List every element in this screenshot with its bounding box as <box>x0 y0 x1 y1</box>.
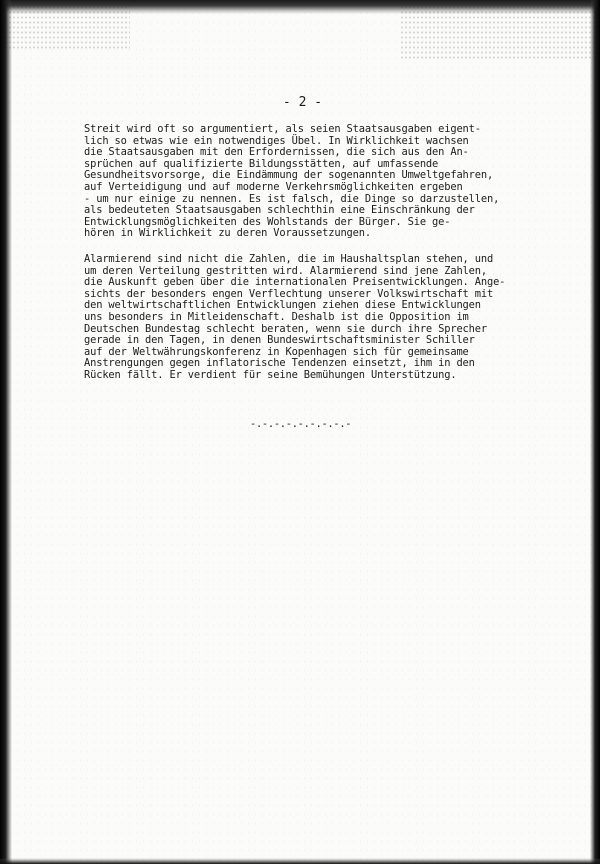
paragraph-line: lich so etwas wie ein notwendiges Übel. In Wirklichkeit wachsen <box>84 134 469 147</box>
paragraph-line: Streit wird oft so argumentiert, als seien Staatsausgaben eigent- <box>84 123 481 135</box>
paragraph-line: auf der Weltwährungskonferenz in Kopenhagen sich für gemeinsame <box>84 345 469 358</box>
paragraph-line: Anstrengungen gegen inflatorische Tendenzen einsetzt, ihm in den <box>84 357 475 370</box>
paragraph-line: als bedeuteten Staatsausgaben schlechthin eine Einschränkung der <box>84 204 475 217</box>
paragraph-line: um deren Verteilung gestritten wird. Alarmierend sind jene Zahlen, <box>84 264 487 277</box>
paragraph-line: auf Verteidigung und auf moderne Verkehrsmöglichkeiten ergeben <box>84 180 463 193</box>
paragraph-line: - um nur einige zu nennen. Es ist falsch, die Dinge so darzustellen, <box>84 192 500 205</box>
paragraph-line: uns besonders in Mitleidenschaft. Deshalb ist die Opposition im <box>84 310 469 323</box>
page-number: - 2 - <box>282 95 323 110</box>
paragraph-line: den weltwirtschaftlichen Entwicklungen ziehen diese Entwicklungen <box>84 299 481 312</box>
paragraph-line: Deutschen Bundestag schlecht beraten, wenn sie durch ihre Sprecher <box>84 322 487 335</box>
paragraph-line: die Staatsausgaben mit den Erfordernissen, die sich aus den An- <box>84 146 469 159</box>
paragraph-line: die Auskunft geben über die internationalen Preisentwicklungen. Ange- <box>84 276 506 289</box>
paragraph-line: sprüchen auf qualifizierte Bildungsstätten, auf umfassende <box>84 157 439 170</box>
paragraph-line: Gesundheitsvorsorge, die Eindämmung der sogenannten Umweltgefahren, <box>84 169 494 182</box>
scan-edge-right <box>590 0 600 864</box>
paragraph-line: Rücken fällt. Er verdient für seine Bemühungen Unterstützung. <box>84 368 457 381</box>
scan-edge-top <box>0 0 600 14</box>
paragraph-2 <box>84 254 584 382</box>
paragraph-line: hören in Wirklichkeit zu deren Voraussetzungen. <box>84 227 371 240</box>
end-separator: -.-.-.-.-.-.-.-.- <box>250 418 352 430</box>
paragraph-1 <box>84 124 584 240</box>
scan-edge-bottom <box>0 858 600 864</box>
paragraph-line: sichts der besonders engen Verflechtung unserer Volkswirtschaft mit <box>84 287 494 300</box>
paragraph-line: Entwicklungsmöglichkeiten des Wohlstands der Bürger. Sie ge- <box>84 215 451 228</box>
paragraph-line: Alarmierend sind nicht die Zahlen, die im Haushaltsplan stehen, und <box>84 253 494 265</box>
scan-edge-left <box>0 0 12 864</box>
paragraph-line: gerade in den Tagen, in denen Bundeswirtschaftsminister Schiller <box>84 334 475 347</box>
